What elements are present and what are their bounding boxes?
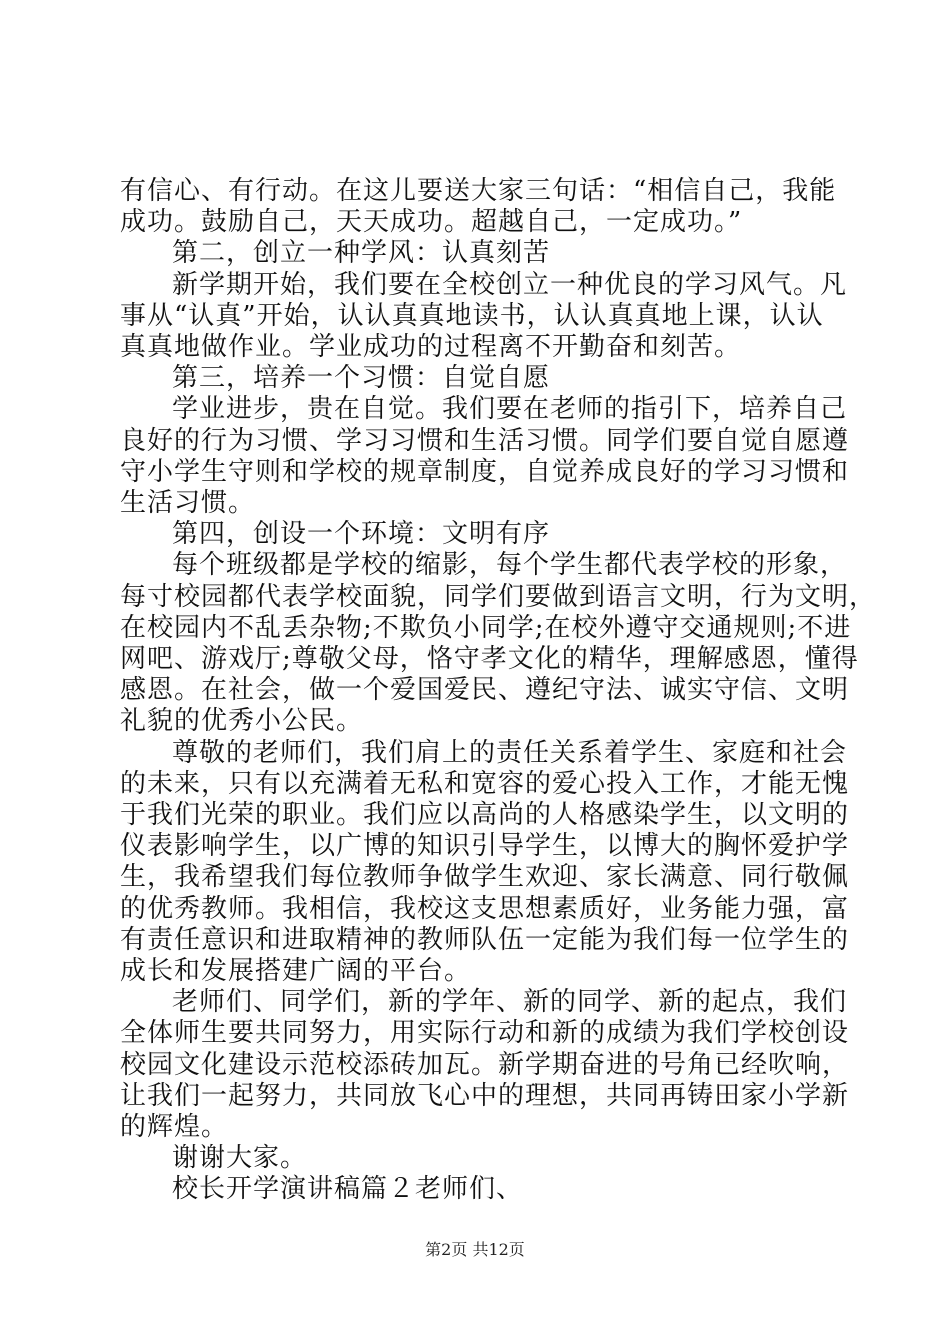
text-line: 良好的行为习惯、学习习惯和生活习惯。同学们要自觉自愿遵	[120, 426, 850, 456]
text-line: 生，我希望我们每位教师争做学生欢迎、家长满意、同行敬佩	[120, 862, 850, 892]
text-line: 的辉煌。	[120, 1112, 229, 1142]
text-line: 在校园内不乱丢杂物;不欺负小同学;在校外遵守交通规则;不进	[120, 613, 852, 643]
text-line: 让我们一起努力，共同放飞心中的理想，共同再铸田家小学新	[120, 1081, 850, 1111]
text-line: 校园文化建设示范校添砖加瓦。新学期奋进的号角已经吹响，	[120, 1050, 850, 1080]
text-line: 网吧、游戏厅;尊敬父母，恪守孝文化的精华，理解感恩，懂得	[120, 644, 859, 674]
text-line: 守小学生守则和学校的规章制度，自觉养成良好的学习习惯和	[120, 457, 850, 487]
text-line: 事从“认真”开始，认认真真地读书，认认真真地上课，认认	[120, 301, 824, 331]
text-line: 真真地做作业。学业成功的过程离不开勤奋和刻苦。	[120, 332, 742, 362]
text-line: 每寸校园都代表学校面貌，同学们要做到语言文明，行为文明，	[120, 582, 877, 612]
text-line: 谢谢大家。	[172, 1143, 308, 1173]
section-heading: 第四，创设一个环境：文明有序	[172, 519, 551, 549]
text-line: 有信心、有行动。在这儿要送大家三句话：“相信自己，我能	[120, 176, 837, 206]
section-heading: 第三，培养一个习惯：自觉自愿	[172, 363, 551, 393]
text-line: 仪表影响学生，以广博的知识引导学生，以博大的胸怀爱护学	[120, 831, 850, 861]
text-line: 礼貌的优秀小公民。	[120, 706, 364, 736]
text-line: 老师们、同学们，新的学年、新的同学、新的起点，我们	[172, 987, 848, 1017]
text-line: 感恩。在社会，做一个爱国爱民、遵纪守法、诚实守信、文明	[120, 675, 850, 705]
text-line: 每个班级都是学校的缩影，每个学生都代表学校的形象，	[172, 550, 848, 580]
text-line: 于我们光荣的职业。我们应以高尚的人格感染学生，以文明的	[120, 800, 850, 830]
page-footer: 第2页 共12页	[425, 1240, 525, 1259]
text-line: 新学期开始，我们要在全校创立一种优良的学习风气。凡	[172, 270, 848, 300]
text-line: 全体师生要共同努力，用实际行动和新的成绩为我们学校创设	[120, 1018, 850, 1048]
text-line: 校长开学演讲稿篇２老师们、	[172, 1174, 524, 1204]
text-line: 尊敬的老师们，我们肩上的责任关系着学生、家庭和社会	[172, 738, 848, 768]
text-line: 的未来，只有以充满着无私和宽容的爱心投入工作，才能无愧	[120, 769, 850, 799]
text-line: 生活习惯。	[120, 488, 256, 518]
text-line: 有责任意识和进取精神的教师队伍一定能为我们每一位学生的	[120, 925, 850, 955]
text-line: 成长和发展搭建广阔的平台。	[120, 956, 472, 986]
text-line: 的优秀教师。我相信，我校这支思想素质好，业务能力强，富	[120, 894, 850, 924]
text-line: 学业进步，贵在自觉。我们要在老师的指引下，培养自己	[172, 394, 848, 424]
text-line: 成功。鼓励自己，天天成功。超越自己，一定成功。”	[120, 207, 743, 237]
section-heading: 第二，创立一种学风：认真刻苦	[172, 238, 551, 268]
